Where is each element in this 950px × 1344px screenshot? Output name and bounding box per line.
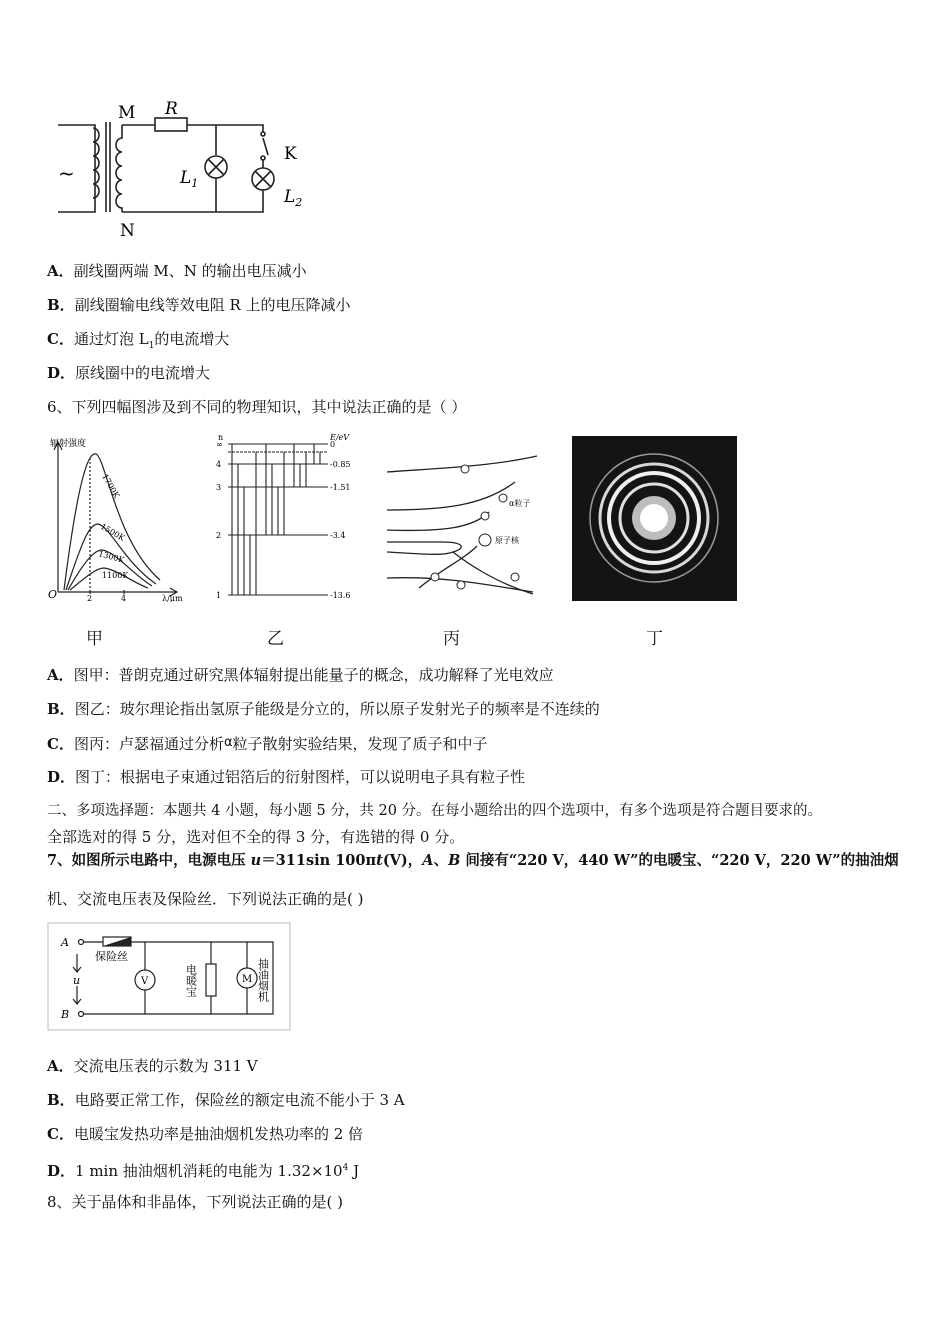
q6-option-d: D．图丁：根据电子束通过铝箔后的衍射图样，可以说明电子具有粒子性 [47,768,526,786]
yi-n-label: n [218,433,224,442]
label-l2: $L_2$ [284,187,303,209]
q7-stem-line1: 7、如图所示电路中，电源电压 u＝311sin 100πt(V)，A、B 间接有“220 V，440 W”的电暖宝、“220 V，220 W”的抽油烟 [47,852,899,869]
transformer-circuit-figure [50,100,320,240]
q7-option-d: D．1 min 抽油烟机消耗的电能为 $1.32\times 10^4$ J [47,1162,360,1180]
q5-option-a: A．副线圈两端 M、N 的输出电压减小 [47,262,307,280]
q6-stem: 6、下列四幅图涉及到不同的物理知识，其中说法正确的是（ ） [47,398,467,416]
q7-fig-fuse-label: 保险丝 [95,950,128,963]
q8-stem: 8、关于晶体和非晶体，下列说法正确的是( ) [47,1193,344,1211]
jia-y-label: 辐射强度 [50,439,87,449]
q7-option-c: C．电暖宝发热功率是抽油烟机发热功率的 2 倍 [47,1125,364,1143]
jia-x-label: λ/μm [162,594,183,602]
caption-jia: 甲 [86,629,103,649]
q6-option-a: A．图甲：普朗克通过研究黑体辐射提出能量子的概念，成功解释了光电效应 [47,666,554,684]
jia-tick-4: 4 [121,594,127,602]
q7-option-b: B．电路要正常工作，保险丝的额定电流不能小于 3 A [47,1091,405,1109]
q7-fig-heater-label: 电暖宝 [184,964,198,997]
figure-jia-blackbody [44,432,184,602]
label-l1: $L_1$ [180,168,199,190]
yi-e-label: E/eV [330,433,350,442]
section2-line2: 全部选对的得 5 分，选对但不全的得 3 分，有选错的得 0 分。 [47,828,465,846]
figure-yi-energy-levels [210,430,360,602]
label-r: R [165,100,178,119]
ac-source-symbol: ~ [58,161,75,185]
jia-curve-1700k: 1700K [100,472,122,500]
jia-curve-1100k: 1100K [102,571,129,580]
q7-fig-hood-label: 抽油烟机 [256,958,270,1002]
jia-origin: O [48,588,58,601]
jia-curve-1500k: 1500K [99,521,127,543]
caption-ding: 丁 [646,629,663,649]
label-k: K [284,144,297,164]
yi-level-inf-e: 0 [330,440,336,449]
yi-level-4-e: -0.85 [330,460,351,469]
q7-stem-line2: 机、交流电压表及保险丝．下列说法正确的是( ) [47,890,364,908]
q5-option-d: D．原线圈中的电流增大 [47,364,211,382]
q7-fig-label-a: A [61,936,69,949]
caption-bing: 丙 [443,629,460,649]
q6-option-c: C．图丙：卢瑟福通过分析α粒子散射实验结果，发现了质子和中子 [47,735,488,753]
q7-fig-label-b: B [61,1008,70,1021]
label-n: N [120,221,135,240]
yi-level-2-n: 2 [216,531,222,540]
yi-level-inf-n: ∞ [216,440,223,449]
bing-alpha-label: α粒子 [509,499,531,508]
yi-level-4-n: 4 [216,460,222,469]
q5-option-c: C．通过灯泡 $L_1$的电流增大 [47,330,230,351]
figure-ding-diffraction [572,436,737,601]
yi-level-1-n: 1 [216,591,222,600]
q7-option-a: A．交流电压表的示数为 311 V [47,1057,258,1075]
figure-bing-alpha-scattering [383,448,553,598]
yi-level-1-e: -13.6 [330,591,351,600]
jia-curve-1300k: 1300K [97,549,126,565]
jia-tick-2: 2 [87,594,93,602]
yi-level-3-e: -1.51 [330,483,351,492]
caption-yi: 乙 [267,629,284,649]
bing-nucleus-label: 原子核 [495,536,519,545]
yi-level-3-n: 3 [216,483,222,492]
q7-circuit-figure [47,922,292,1032]
q5-option-b: B．副线圈输电线等效电阻 R 上的电压降减小 [47,296,351,314]
label-m: M [118,103,136,123]
q7-fig-motor-label: M [242,974,253,985]
yi-level-2-e: -3.4 [330,531,346,540]
q7-fig-label-u: u [73,974,81,987]
q7-fig-voltmeter-label: V [141,976,149,987]
q6-option-b: B．图乙：玻尔理论指出氢原子能级是分立的，所以原子发射光子的频率是不连续的 [47,700,600,718]
section2-line1: 二、多项选择题：本题共 4 小题，每小题 5 分，共 20 分。在每小题给出的四个选项中，有多个选项是符合题目要求的。 [47,803,823,819]
